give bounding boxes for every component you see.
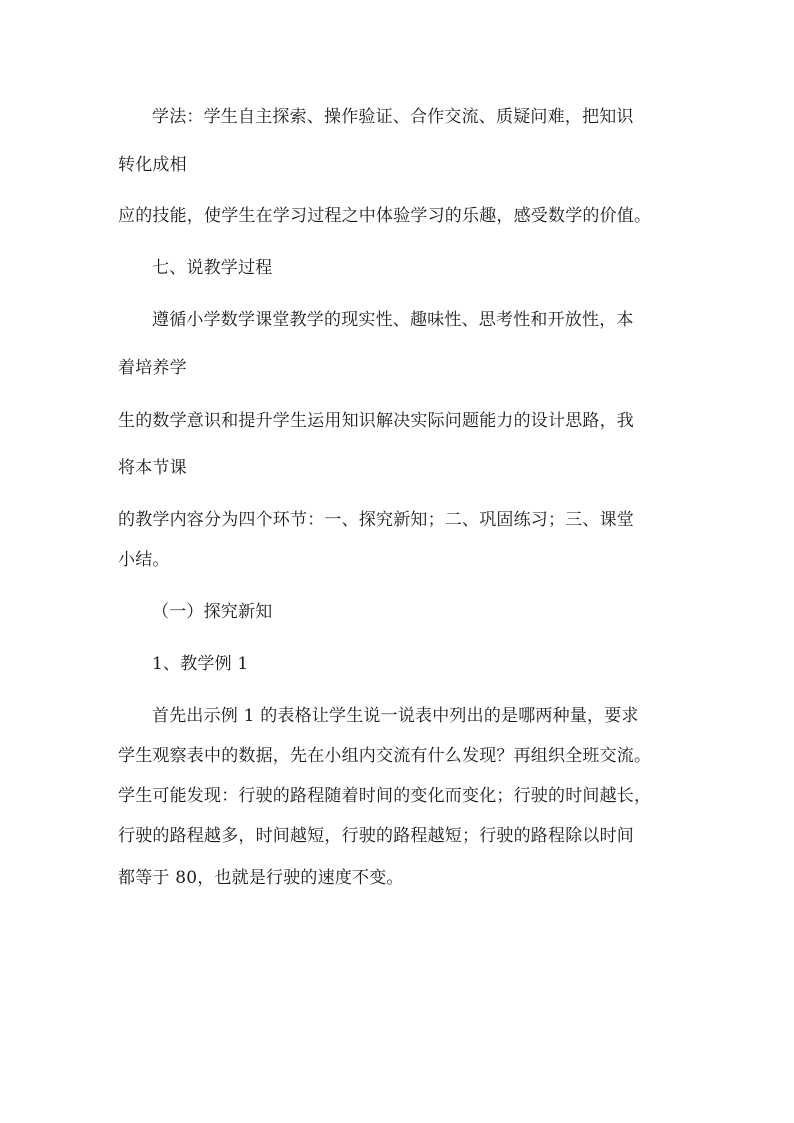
paragraph-line: 将本节课 — [118, 458, 187, 478]
paragraph-line: 都等于 80，也就是行驶的速度不变。 — [118, 868, 404, 888]
paragraph-line: 着培养学 — [118, 358, 187, 378]
paragraph-line: 转化成相 — [118, 155, 187, 175]
paragraph-line: 生的数学意识和提升学生运用知识解决实际问题能力的设计思路，我 — [118, 411, 634, 431]
paragraph-line: 应的技能，使学生在学习过程之中体验学习的乐趣，感受数学的价值。 — [118, 206, 652, 226]
paragraph-line: 小结。 — [118, 550, 170, 570]
item-heading: 1、教学例 1 — [152, 654, 249, 674]
paragraph-line: 学生观察表中的数据，先在小组内交流有什么发现？再组织全班交流。 — [118, 746, 652, 766]
section-heading: 七、说教学过程 — [152, 258, 273, 278]
paragraph-line: 行驶的路程越多，时间越短，行驶的路程越短；行驶的路程除以时间 — [118, 826, 634, 846]
paragraph-line: 首先出示例 1 的表格让学生说一说表中列出的是哪两种量，要求 — [152, 706, 639, 726]
subsection-heading: （一）探究新知 — [152, 602, 273, 622]
paragraph-line: 学生可能发现：行驶的路程随着时间的变化而变化；行驶的时间越长， — [118, 786, 652, 806]
paragraph-line: 遵循小学数学课堂教学的现实性、趣味性、思考性和开放性，本 — [152, 310, 634, 330]
paragraph-line: 学法：学生自主探索、操作验证、合作交流、质疑问难，把知识 — [152, 107, 634, 127]
paragraph-line: 的教学内容分为四个环节：一、探究新知；二、巩固练习；三、课堂 — [118, 510, 634, 530]
